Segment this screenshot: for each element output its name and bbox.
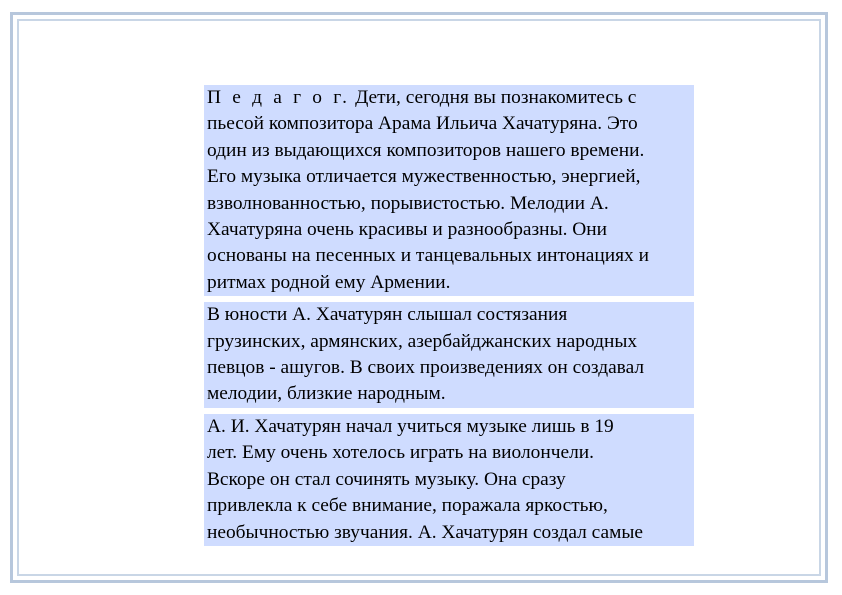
text-line-content: Дети, сегодня вы познакомитесь с bbox=[350, 87, 637, 108]
text-line: грузинских, армянских, азербайджанских народных bbox=[204, 329, 694, 355]
text-line: лет. Ему очень хотелось играть на виолончели. bbox=[204, 440, 694, 466]
paragraph-3 bbox=[204, 414, 694, 546]
text-line: взволнованностью, порывистостью. Мелодии А. bbox=[204, 191, 694, 217]
text-box bbox=[204, 85, 694, 546]
text-line: привлекла к себе внимание, поражала яркостью, bbox=[204, 493, 694, 519]
paragraph-2 bbox=[204, 302, 694, 408]
text-line bbox=[204, 85, 694, 111]
text-line: пьесой композитора Арама Ильича Хачатуряна. Это bbox=[204, 111, 694, 137]
text-line: А. И. Хачатурян начал учиться музыке лишь в 19 bbox=[204, 414, 694, 440]
text-line: Вскоре он стал сочинять музыку. Она сразу bbox=[204, 467, 694, 493]
text-line: один из выдающихся композиторов нашего времени. bbox=[204, 138, 694, 164]
text-line: необычностью звучания. А. Хачатурян создал самые bbox=[204, 520, 694, 546]
paragraph-1 bbox=[204, 85, 694, 296]
text-line: основаны на песенных и танцевальных интонациях и bbox=[204, 243, 694, 269]
text-line: ритмах родной ему Армении. bbox=[204, 270, 694, 296]
text-line: В юности А. Хачатурян слышал состязания bbox=[204, 302, 694, 328]
text-line: певцов - ашугов. В своих произведениях он создавал bbox=[204, 355, 694, 381]
text-line: Хачатуряна очень красивы и разнообразны. Они bbox=[204, 217, 694, 243]
text-line: Его музыка отличается мужественностью, энергией, bbox=[204, 164, 694, 190]
speaker-label: П е д а г о г. bbox=[207, 87, 351, 108]
text-line: мелодии, близкие народным. bbox=[204, 381, 694, 407]
